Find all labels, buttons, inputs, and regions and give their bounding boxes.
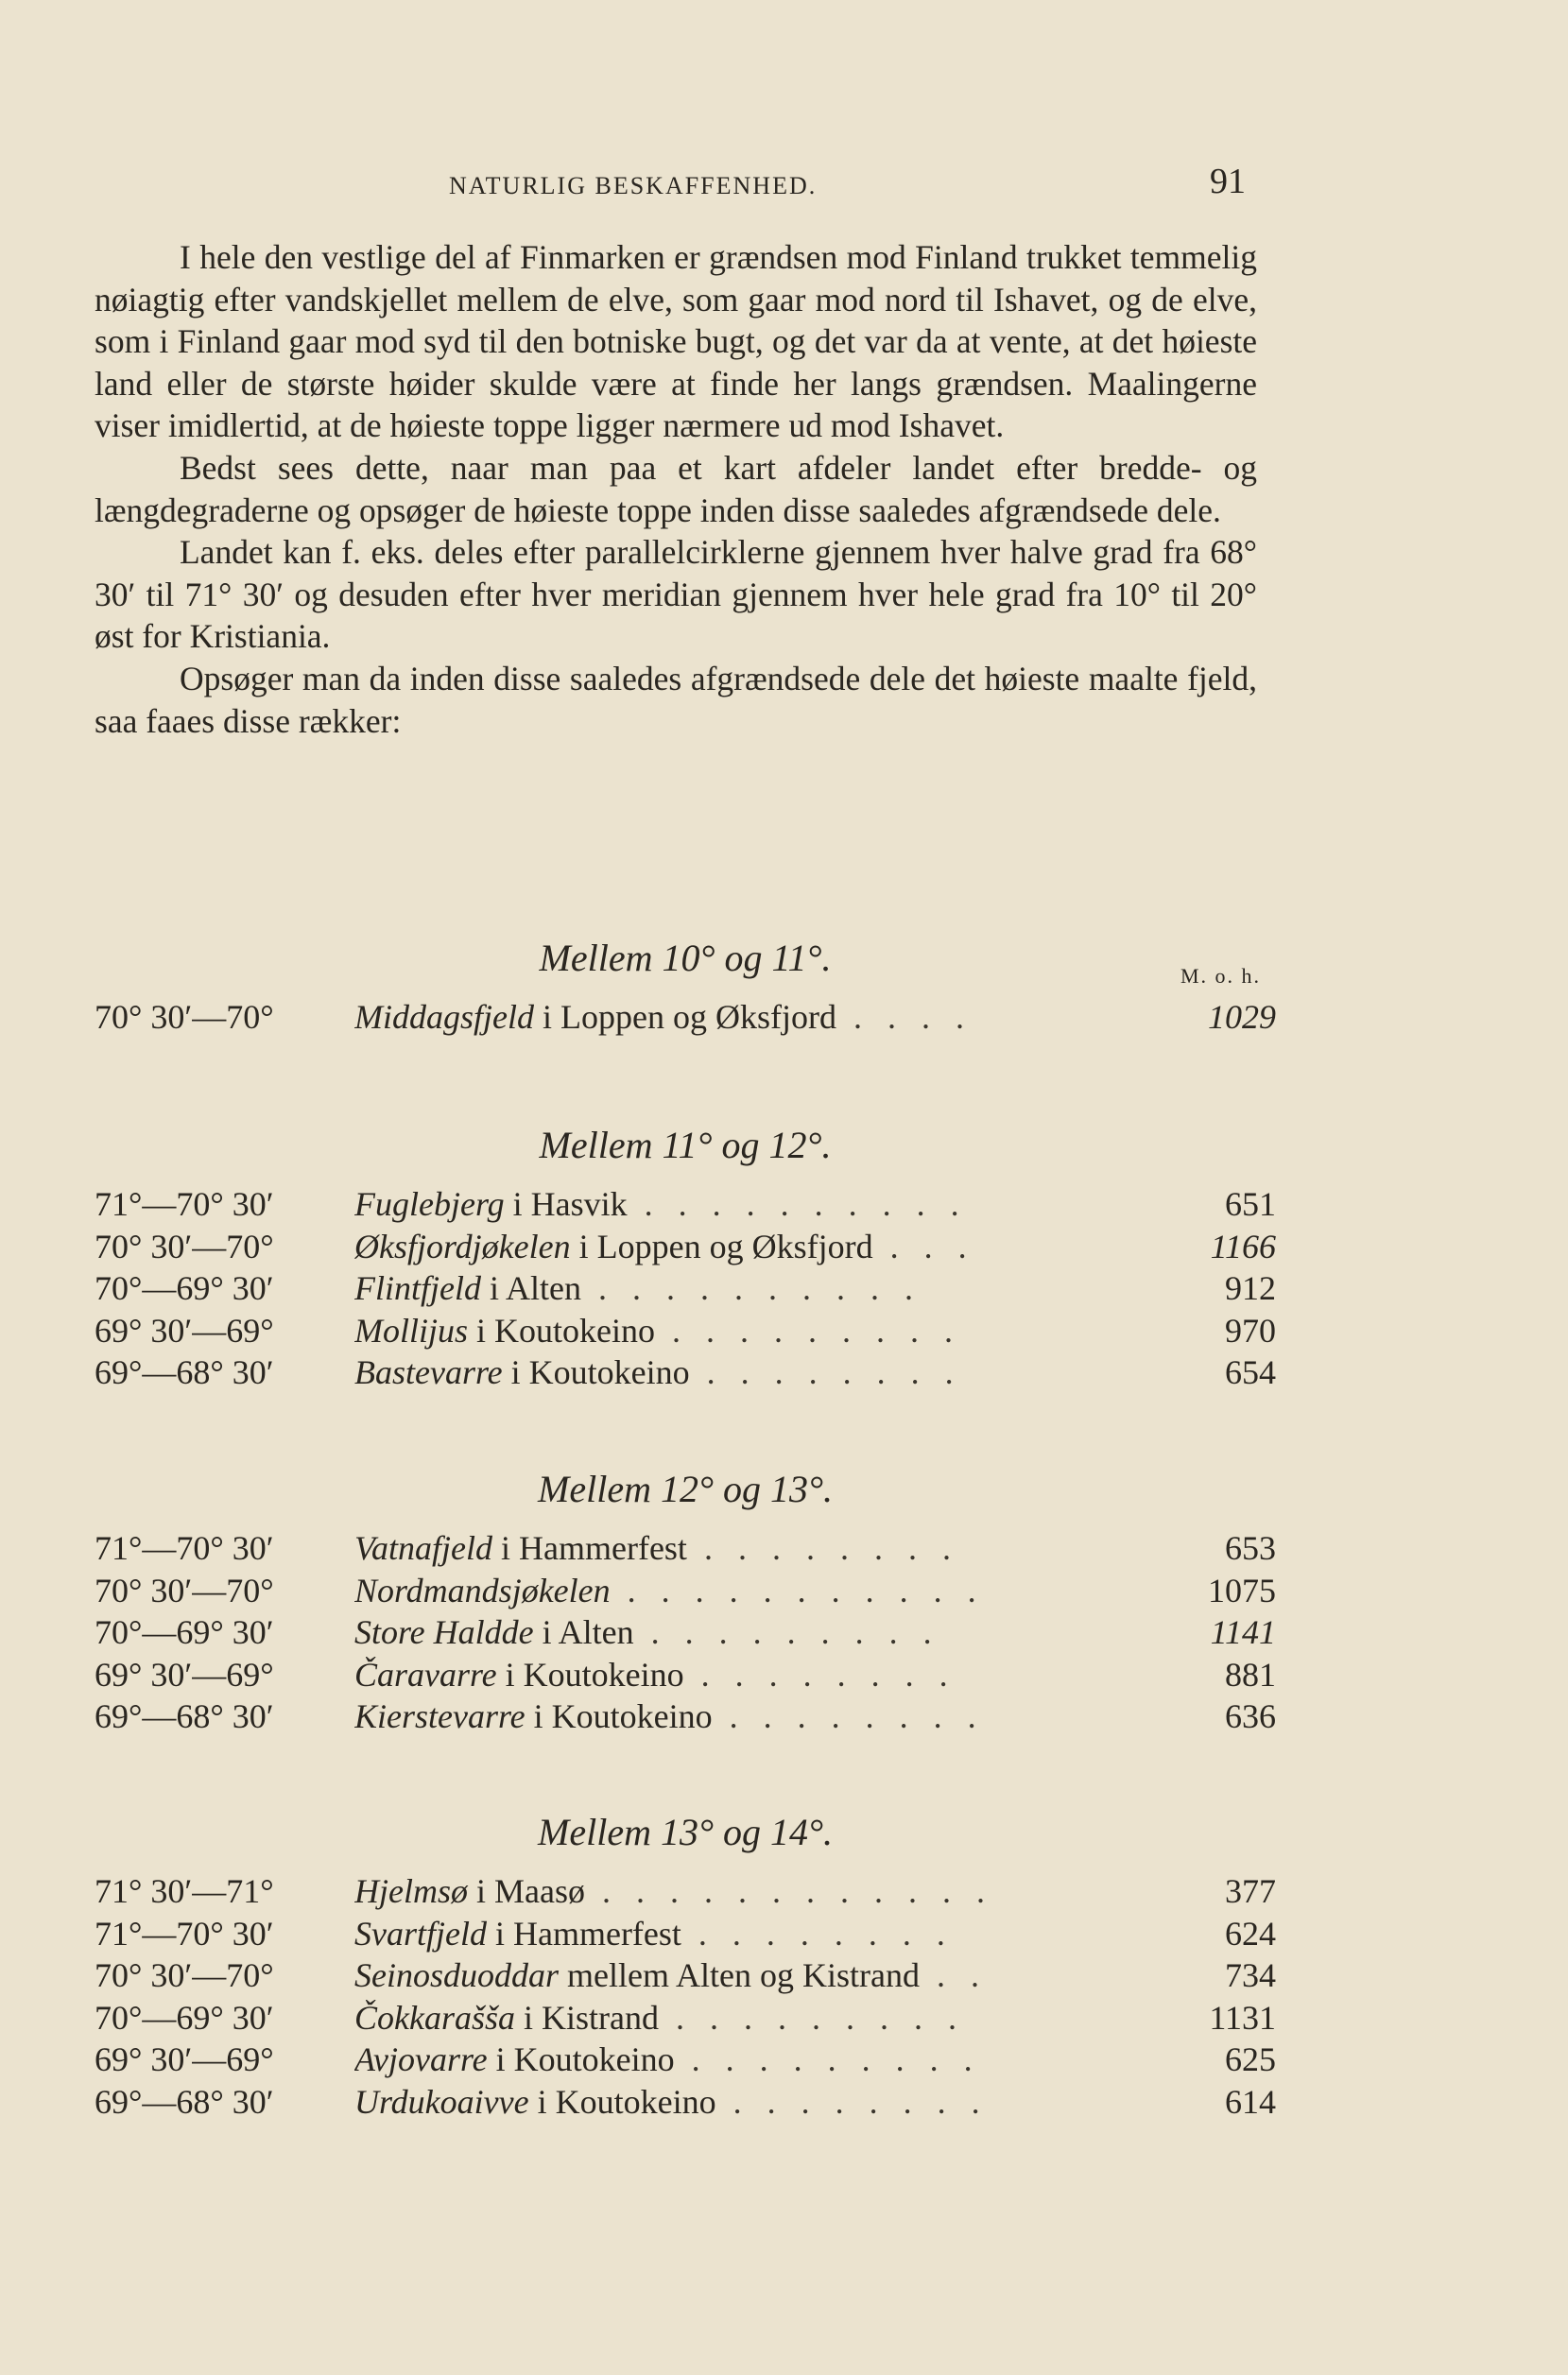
coordinate-range: 71°—70° 30′ [95, 1914, 274, 1953]
location-text: i Hammerfest [492, 1529, 687, 1567]
table-row [95, 1955, 1276, 1998]
location-text: mellem Alten og Kistrand [559, 1956, 920, 1994]
body-text [95, 236, 1257, 742]
leader-dots: . . . . . . . . [689, 1353, 962, 1391]
mountain-name: Bastevarre [354, 1353, 503, 1391]
location-text: i Maasø [468, 1872, 585, 1910]
coordinate-range: 69° 30′—69° [95, 2040, 274, 2078]
location-text: i Loppen og Øksfjord [570, 1227, 873, 1265]
leader-dots: . . . . [836, 998, 973, 1036]
height-value: 614 [1225, 2082, 1276, 2121]
mountain-name: Vatnafjeld [354, 1529, 492, 1567]
section-heading: Mellem 13° og 14°. [538, 1811, 833, 1853]
height-value: 651 [1225, 1185, 1276, 1223]
location-text: i Hasvik [504, 1185, 628, 1223]
height-value: 654 [1225, 1353, 1276, 1391]
location-text: i Hammerfest [486, 1914, 681, 1953]
paragraph: Opsøger man da inden disse saaledes afgrændsede dele det høieste maalte fjeld, saa faaes disse rækker: [95, 659, 1257, 740]
mountain-name: Seinosduoddar [354, 1956, 559, 1994]
height-value: 1075 [1208, 1571, 1276, 1609]
page-number: 91 [1210, 162, 1246, 201]
mountain-entry [354, 1612, 1172, 1652]
height-value: 1131 [1209, 1998, 1276, 2037]
table-row [95, 1311, 1276, 1353]
coordinate-range: 70°—69° 30′ [95, 1998, 274, 2037]
mountain-entry [354, 1528, 1172, 1568]
mountain-name: Øksfjordjøkelen [354, 1227, 571, 1265]
coordinate-range: 70° 30′—70° [95, 998, 274, 1036]
coordinate-range: 69°—68° 30′ [95, 1697, 274, 1735]
mountain-entry [354, 1227, 1172, 1266]
mountain-name: Mollijus [354, 1311, 469, 1350]
table-row [95, 2082, 1276, 2125]
height-value: 377 [1225, 1872, 1276, 1910]
leader-dots: . . . . . . . . [715, 2082, 989, 2121]
mountain-name: Middagsfjeld [354, 998, 534, 1036]
height-value: 912 [1225, 1269, 1276, 1307]
coordinate-range: 71°—70° 30′ [95, 1529, 274, 1567]
paragraph: Landet kan f. eks. deles efter parallelcirklerne gjennem hver halve grad fra 68° 30′ til 71° 30′ og desuden efter hver meridian gjennem hver hele grad fra 10° til 20° øst for Kristiania. [95, 533, 1257, 656]
table-row [95, 1998, 1276, 2040]
location-text: i Kistrand [515, 1998, 659, 2037]
location-text: i Koutokeino [525, 1697, 713, 1735]
location-text: i Koutokeino [468, 1311, 655, 1350]
location-text: i Koutokeino [487, 2040, 675, 2078]
leader-dots: . . . . . . . . . . [627, 1185, 968, 1223]
section-heading: Mellem 12° og 13°. [538, 1468, 833, 1510]
coordinate-range: 69°—68° 30′ [95, 2082, 274, 2121]
coordinate-range: 70°—69° 30′ [95, 1613, 274, 1651]
location-text: i Koutokeino [496, 1655, 684, 1694]
leader-dots: . . . . . . . . [712, 1697, 985, 1735]
table-section [95, 1467, 1276, 1739]
mountain-name: Nordmandsjøkelen [354, 1571, 611, 1609]
mountain-entry [354, 1696, 1172, 1736]
coordinate-range: 71°—70° 30′ [95, 1185, 274, 1223]
table-row [95, 1612, 1276, 1655]
running-title: NATURLIG BESKAFFENHED. [449, 172, 818, 199]
table-row [95, 2039, 1276, 2082]
location-text: i Koutokeino [528, 2082, 716, 2121]
coordinate-range: 69°—68° 30′ [95, 1353, 274, 1391]
table-rows [95, 997, 1276, 1040]
section-heading: Mellem 10° og 11°. [539, 937, 832, 979]
height-value: 636 [1225, 1697, 1276, 1735]
leader-dots: . . . . . . . . . . [580, 1269, 922, 1307]
leader-dots: . . . . . . . . . [633, 1613, 940, 1651]
location-text: i Koutokeino [502, 1353, 690, 1391]
height-value: 1141 [1210, 1613, 1276, 1651]
table-rows [95, 1184, 1276, 1395]
leader-dots: . . . . . . . . [686, 1529, 959, 1567]
height-value: 624 [1225, 1914, 1276, 1953]
coordinate-range: 71° 30′—71° [95, 1872, 274, 1910]
mountain-entry [354, 997, 1172, 1037]
coordinate-range: 70°—69° 30′ [95, 1269, 274, 1307]
coordinate-range: 70° 30′—70° [95, 1956, 274, 1994]
leader-dots: . . . . . . . . . [674, 2040, 981, 2078]
coordinate-range: 69° 30′—69° [95, 1311, 274, 1350]
table-row [95, 1184, 1276, 1227]
table-row [95, 1528, 1276, 1571]
mountain-name: Kierstevarre [354, 1697, 526, 1735]
mountain-entry [354, 1871, 1172, 1911]
height-value: 653 [1225, 1529, 1276, 1567]
table-row [95, 1871, 1276, 1914]
location-text: i Alten [480, 1269, 581, 1307]
mountain-entry [354, 2082, 1172, 2122]
leader-dots: . . . . . . . . [681, 1914, 954, 1953]
leader-dots: . . . . . . . . . [658, 1998, 965, 2037]
table-row [95, 1696, 1276, 1739]
coordinate-range: 70° 30′—70° [95, 1227, 274, 1265]
mountain-entry [354, 1955, 1172, 1995]
table-section [95, 936, 1276, 1040]
mountain-name: Fuglebjerg [354, 1185, 505, 1223]
table-row [95, 997, 1276, 1040]
table-row [95, 1914, 1276, 1956]
mountain-entry [354, 1184, 1172, 1224]
coordinate-range: 69° 30′—69° [95, 1655, 274, 1694]
table-section [95, 1123, 1276, 1395]
unit-label: M. o. h. [1180, 964, 1261, 988]
location-text: i Loppen og Øksfjord [533, 998, 836, 1036]
mountain-entry [354, 1268, 1172, 1308]
table-row [95, 1655, 1276, 1697]
mountain-name: Čaravarre [354, 1655, 497, 1694]
leader-dots: . . . [872, 1227, 975, 1265]
leader-dots: . . . . . . . . [683, 1655, 956, 1694]
paragraph: I hele den vestlige del af Finmarken er grændsen mod Finland trukket temmelig nøiagtig efter vandskjellet mellem de elve, som gaar mod nord til Ishavet, og de elve, som i Finland gaar mod syd til den botniske bugt, og det var da at vente, at det høieste land eller de største høider skulde være at finde her langs grændsen. Maalingerne viser imidlertid, at de høieste toppe ligger nærmere ud mod Ishavet. [95, 238, 1257, 445]
table-rows [95, 1528, 1276, 1739]
leader-dots: . . . . . . . . . [655, 1311, 961, 1350]
height-value: 1029 [1208, 998, 1276, 1036]
section-heading: Mellem 11° og 12°. [539, 1124, 832, 1166]
leader-dots: . . [919, 1956, 988, 1994]
height-value: 625 [1225, 2040, 1276, 2078]
height-value: 734 [1225, 1956, 1276, 1994]
coordinate-range: 70° 30′—70° [95, 1571, 274, 1609]
paragraph: Bedst sees dette, naar man paa et kart afdeler landet efter bredde- og længdegraderne og opsøger de høieste toppe inden disse saaledes afgrændsede dele. [95, 448, 1257, 529]
mountain-entry [354, 1352, 1172, 1392]
mountain-entry [354, 1998, 1172, 2038]
mountain-entry [354, 1914, 1172, 1953]
mountain-entry [354, 1655, 1172, 1695]
mountain-name: Store Haldde [354, 1613, 534, 1651]
table-row [95, 1227, 1276, 1269]
table-row [95, 1268, 1276, 1311]
mountain-entry [354, 1571, 1172, 1610]
page-header [0, 161, 1568, 208]
height-value: 1166 [1210, 1227, 1276, 1265]
mountain-name: Urdukoaivve [354, 2082, 529, 2121]
table-rows [95, 1871, 1276, 2124]
height-value: 970 [1225, 1311, 1276, 1350]
table-row [95, 1352, 1276, 1395]
mountain-name: Hjelmsø [354, 1872, 468, 1910]
location-text: i Alten [533, 1613, 634, 1651]
table-row [95, 1571, 1276, 1613]
mountain-name: Čokkarašša [354, 1998, 515, 2037]
mountain-entry [354, 1311, 1172, 1351]
leader-dots: . . . . . . . . . . . . [584, 1872, 993, 1910]
mountain-entry [354, 2039, 1172, 2079]
mountain-name: Svartfjeld [354, 1914, 487, 1953]
mountain-name: Avjovarre [354, 2040, 488, 2078]
height-value: 881 [1225, 1655, 1276, 1694]
table-section [95, 1810, 1276, 2124]
leader-dots: . . . . . . . . . . . [610, 1571, 985, 1609]
mountain-name: Flintfjeld [354, 1269, 481, 1307]
